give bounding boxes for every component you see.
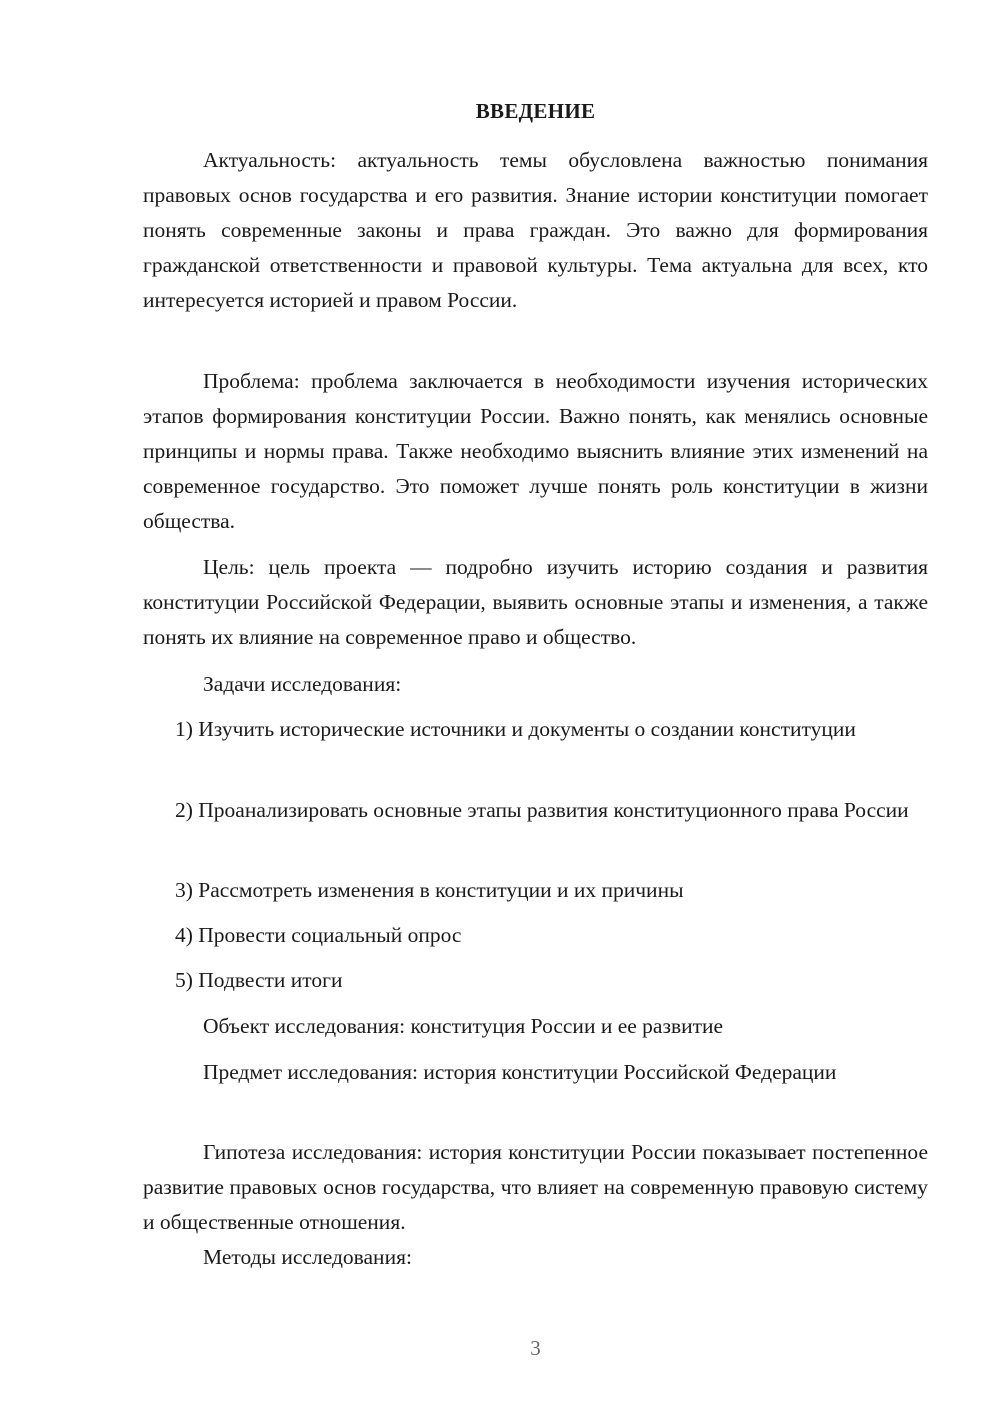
paragraph-relevance: Актуальность: актуальность темы обусловлена важностью понимания правовых основ государства и его развития. Знание истории конституции помогает понять современные законы и права граждан. Это важно для формирования гражданской ответственности и правовой культуры. Тема актуальна для всех, кто интересуется историей и правом России. xyxy=(143,148,928,312)
paragraph-object: Объект исследования: конституция России и ее развитие xyxy=(203,1014,724,1038)
task-item-2: 2) Проанализировать основные этапы развития конституционного права России xyxy=(175,798,909,822)
tasks-title: Задачи исследования: xyxy=(203,672,402,696)
task-item-3: 3) Рассмотреть изменения в конституции и их причины xyxy=(175,878,684,902)
paragraph-subject: Предмет исследования: история конституции Российской Федерации xyxy=(203,1060,837,1084)
page-number: 3 xyxy=(530,1336,541,1360)
task-item-1: 1) Изучить исторические источники и документы о создании конституции xyxy=(175,717,856,741)
task-item-5: 5) Подвести итоги xyxy=(175,968,343,992)
section-heading: ВВЕДЕНИЕ xyxy=(475,99,596,123)
paragraph-problem: Проблема: проблема заключается в необходимости изучения исторических этапов формирования конституции России. Важно понять, как менялись основные принципы и нормы права. Также необходимо выяснить влияние этих изменений на современное государство. Это поможет лучше понять роль конституции в жизни общества. xyxy=(143,369,928,533)
document-page xyxy=(143,0,928,1414)
paragraph-hypothesis: Гипотеза исследования: история конституции России показывает постепенное развитие правовых основ государства, что влияет на современную правовую систему и общественные отношения. xyxy=(143,1140,928,1234)
paragraph-goal: Цель: цель проекта — подробно изучить историю создания и развития конституции Российской Федерации, выявить основные этапы и изменения, а также понять их влияние на современное право и общество. xyxy=(143,555,928,649)
paragraph-methods: Методы исследования: xyxy=(203,1245,412,1269)
task-item-4: 4) Провести социальный опрос xyxy=(175,923,462,947)
